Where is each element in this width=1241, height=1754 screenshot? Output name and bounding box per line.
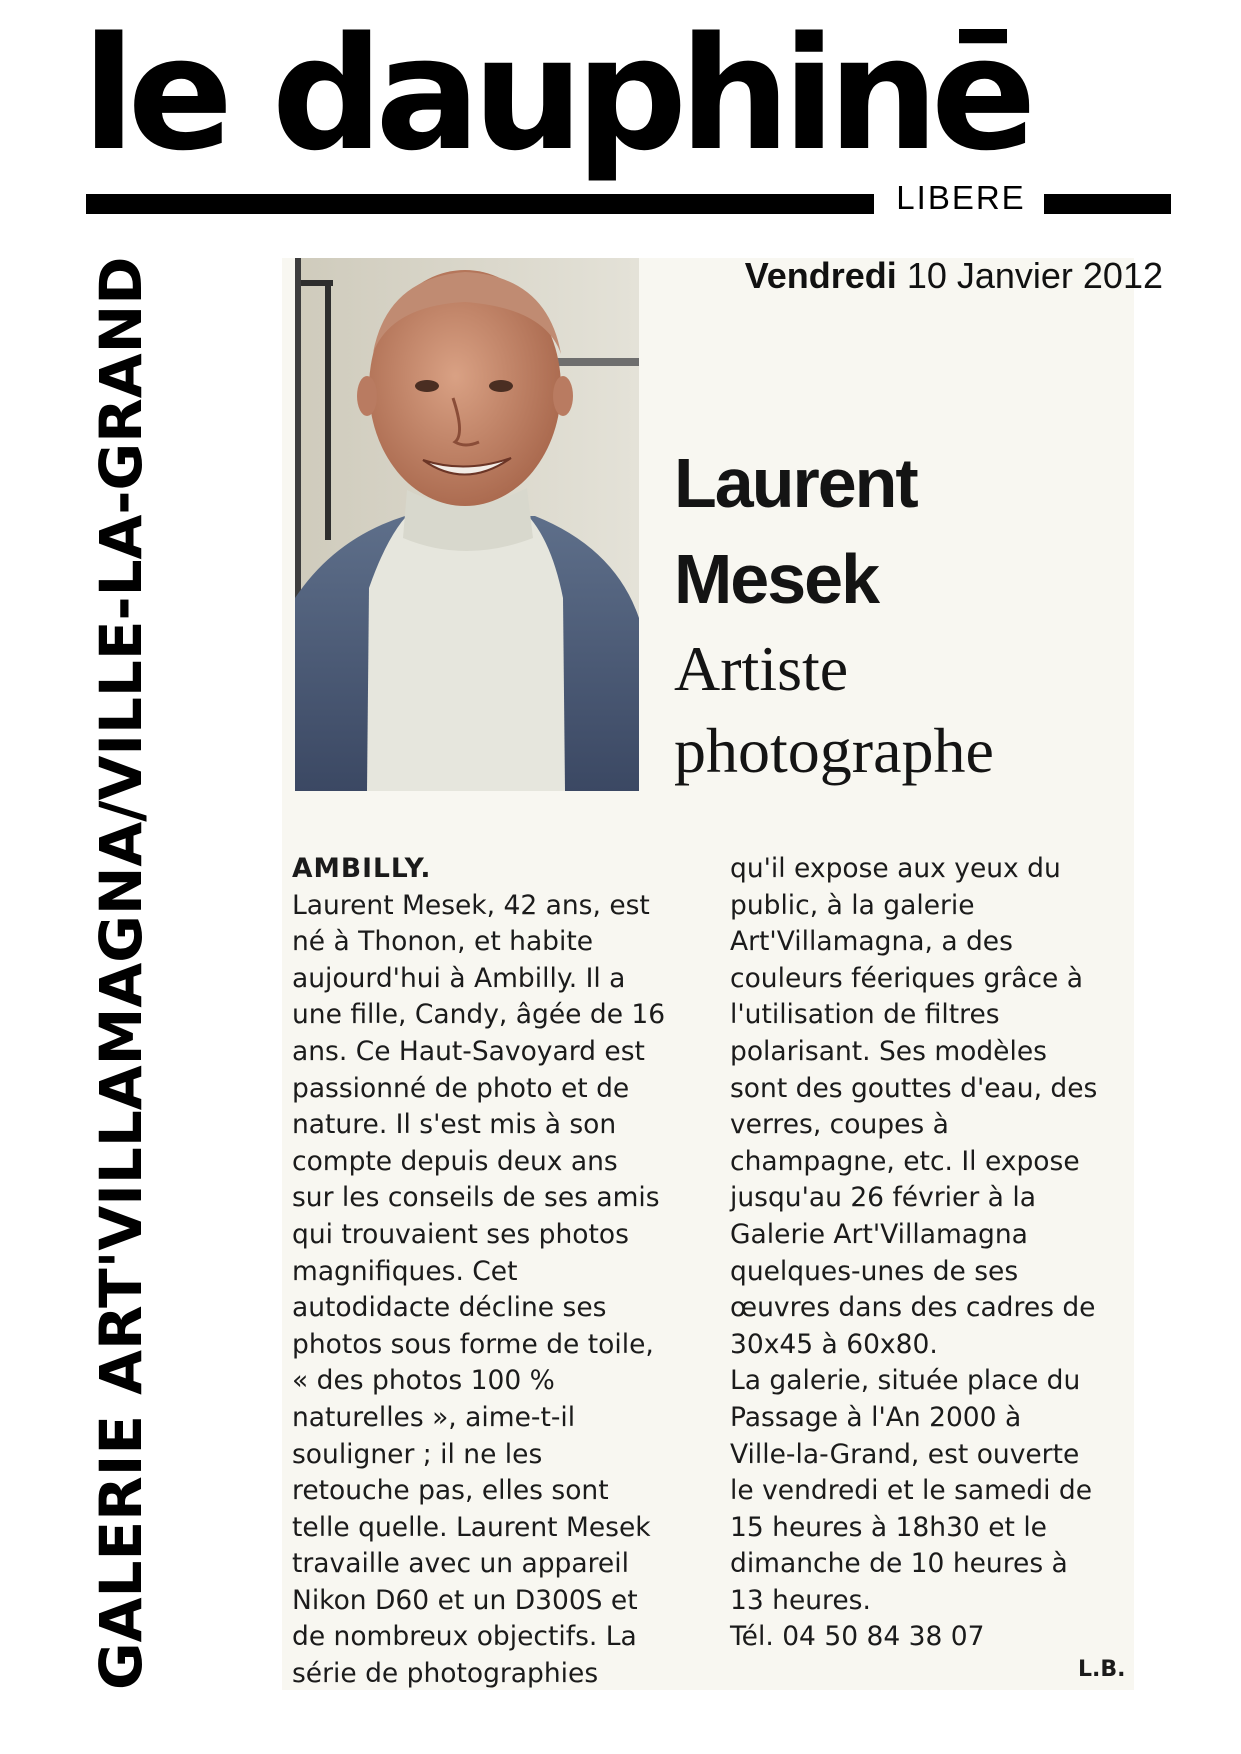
article-line: qui trouvaient ses photos xyxy=(292,1218,629,1250)
article-line: magnifiques. Cet xyxy=(292,1255,518,1287)
side-caption xyxy=(86,256,156,1690)
article-line: né à Thonon, et habite xyxy=(292,926,594,958)
article-line: Passage à l'An 2000 à xyxy=(730,1401,1022,1433)
article-line: de nombreux objectifs. La xyxy=(292,1621,637,1653)
side-caption-separator: / xyxy=(87,800,155,822)
article-line: œuvres dans des cadres de xyxy=(730,1292,1096,1324)
article-line: 15 heures à 18h30 et le xyxy=(730,1511,1047,1543)
masthead-title: le dauphinē xyxy=(82,3,1029,185)
article-line: Tél. 04 50 84 38 07 xyxy=(730,1621,985,1653)
article-line: passionné de photo et de xyxy=(292,1072,630,1104)
date-day: Vendredi xyxy=(744,255,897,296)
masthead-rule-left xyxy=(86,194,874,214)
article-column-right xyxy=(730,851,1150,1656)
article-line: Art'Villamagna, a des xyxy=(730,926,1013,958)
article-column-right-body xyxy=(730,851,1150,1656)
article-line: Galerie Art'Villamagna xyxy=(730,1218,1028,1250)
article-line: série de photographies xyxy=(292,1658,599,1690)
article-line: nature. Il s'est mis à son xyxy=(292,1109,617,1141)
headline-role xyxy=(674,628,1134,792)
article-line: La galerie, située place du xyxy=(730,1365,1081,1397)
masthead-rule-right xyxy=(1044,194,1171,214)
side-caption-town: VILLE-LA-GRAND xyxy=(87,256,155,801)
publication-date xyxy=(745,255,1163,297)
article-line: Nikon D60 et un D300S et xyxy=(292,1584,638,1616)
article-dateline: AMBILLY. xyxy=(292,853,432,884)
date-rest: 10 Janvier 2012 xyxy=(906,255,1163,296)
article-line: champagne, etc. Il expose xyxy=(730,1145,1080,1177)
article-line: verres, coupes à xyxy=(730,1109,949,1141)
article-line: sont des gouttes d'eau, des xyxy=(730,1072,1098,1104)
article-column-left-body xyxy=(292,888,712,1693)
article-line: l'utilisation de filtres xyxy=(730,999,1000,1031)
article-line: public, à la galerie xyxy=(730,889,975,921)
article-line: polarisant. Ses modèles xyxy=(730,1035,1047,1067)
article-line: Laurent Mesek, 42 ans, est xyxy=(292,889,650,921)
article-line: quelques-unes de ses xyxy=(730,1255,1019,1287)
article-line: couleurs féeriques grâce à xyxy=(730,962,1084,994)
article-line: qu'il expose aux yeux du xyxy=(730,853,1061,884)
article-line: 30x45 à 60x80. xyxy=(730,1328,938,1360)
headline-name-last: Mesek xyxy=(674,540,879,618)
headline-name-first: Laurent xyxy=(674,444,917,522)
article-line: telle quelle. Laurent Mesek xyxy=(292,1511,651,1543)
article-line: souligner ; il ne les xyxy=(292,1438,543,1470)
article-line: Ville-la-Grand, est ouverte xyxy=(730,1438,1080,1470)
masthead-subtitle: LIBERE xyxy=(896,179,1026,216)
article-line: autodidacte décline ses xyxy=(292,1292,607,1324)
article-line: 13 heures. xyxy=(730,1584,871,1616)
headline-name xyxy=(674,435,1114,627)
side-caption-gallery: GALERIE ART'VILLAMAGNA xyxy=(87,821,155,1690)
article-line: naturelles », aime-t-il xyxy=(292,1401,576,1433)
author-initials: L.B. xyxy=(1078,1657,1126,1682)
headline-role-line2: photographe xyxy=(674,715,994,786)
article-line: ans. Ce Haut-Savoyard est xyxy=(292,1035,645,1067)
article-line: le vendredi et le samedi de xyxy=(730,1475,1093,1507)
article-line: dimanche de 10 heures à xyxy=(730,1548,1068,1580)
article-line: aujourd'hui à Ambilly. Il a xyxy=(292,962,626,994)
article-line: photos sous forme de toile, xyxy=(292,1328,654,1360)
article-line: jusqu'au 26 février à la xyxy=(730,1182,1036,1214)
article-line: compte depuis deux ans xyxy=(292,1145,618,1177)
article-line: une fille, Candy, âgée de 16 xyxy=(292,999,666,1031)
article-line: sur les conseils de ses amis xyxy=(292,1182,660,1214)
headline-role-line1: Artiste xyxy=(674,633,849,704)
article-column-left xyxy=(292,851,712,1693)
artist-portrait-photo xyxy=(295,258,639,791)
article-line: travaille avec un appareil xyxy=(292,1548,629,1580)
article-line: retouche pas, elles sont xyxy=(292,1475,609,1507)
article-line: « des photos 100 % xyxy=(292,1365,555,1397)
